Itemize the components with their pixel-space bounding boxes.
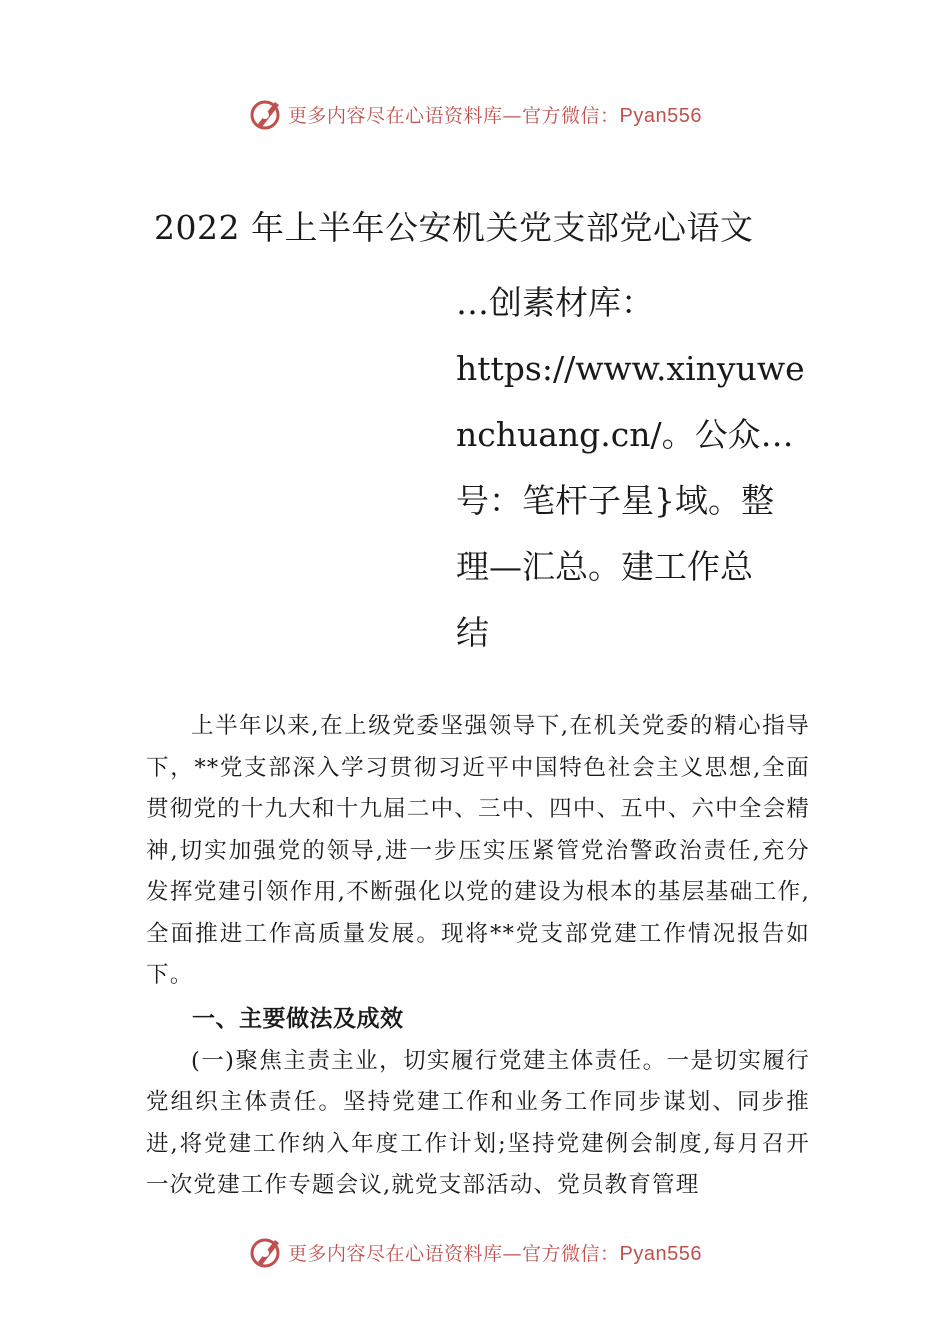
title-line: 号：笔杆子星}域。整 <box>456 481 774 520</box>
banner-text: 更多内容尽在心语资料库—官方微信：Pyan556 <box>288 1242 702 1265</box>
title-line: https://www.xinyuwe <box>456 349 805 388</box>
footer-banner <box>0 1232 950 1272</box>
banner-text: 更多内容尽在心语资料库—官方微信：Pyan556 <box>288 104 702 127</box>
title-line: 结 <box>456 613 489 652</box>
document-title: 2022 年上半年公安机关党支部党心语文 <box>154 208 754 247</box>
document-body <box>146 706 810 1207</box>
pen-logo-icon <box>248 1234 284 1270</box>
title-line: 理—汇总。建工作总 <box>456 547 753 586</box>
paragraph: 上半年以来,在上级党委坚强领导下,在机关党委的精心指导下，**党支部深入学习贯彻习近平中国特色社会主义思想,全面贯彻党的十九大和十九届二中、三中、四中、五中、六中全会精神,切实加强党的领导,进一步压实压紧管党治警政治责任,充分发挥党建引领作用,不断强化以党的建设为根本的基层基础工作,全面推进工作高质量发展。现将**党支部党建工作情况报告如下。 <box>146 713 810 988</box>
paragraph: (一)聚焦主责主业，切实履行党建主体责任。一是切实履行党组织主体责任。坚持党建工作和业务工作同步谋划、同步推进,将党建工作纳入年度工作计划;坚持党建例会制度,每月召开一次党建工作专题会议,就党支部活动、党员教育管理 <box>146 1047 810 1198</box>
header-banner <box>0 94 950 134</box>
title-line: …创素材库： <box>456 283 654 322</box>
pen-logo-icon <box>248 96 284 132</box>
section-heading: 一、主要做法及成效 <box>192 1005 404 1032</box>
title-continuation <box>456 270 806 666</box>
title-line: nchuang.cn/。公众… <box>456 415 794 454</box>
